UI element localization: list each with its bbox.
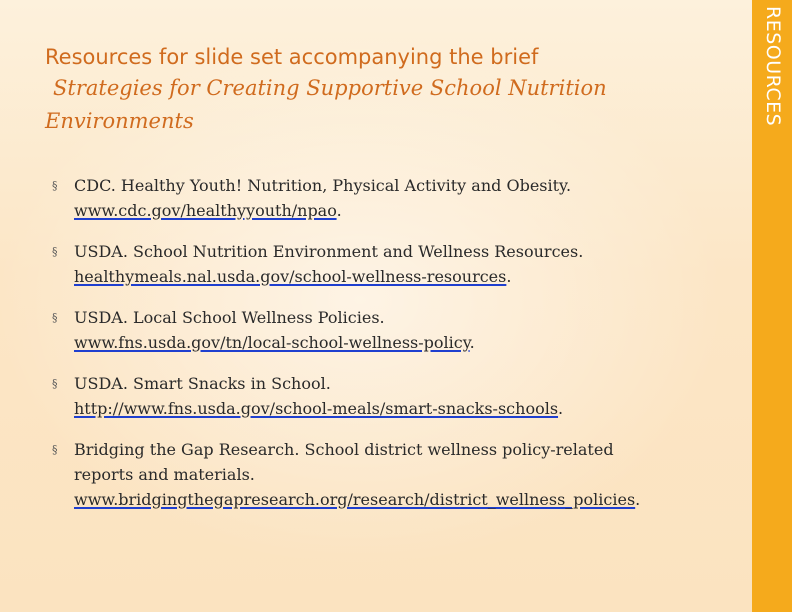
resource-description: USDA. School Nutrition Environment and Wellness Resources. bbox=[74, 242, 584, 261]
resource-item bbox=[50, 305, 730, 355]
resource-link-line bbox=[74, 396, 730, 421]
resource-link-line bbox=[74, 198, 730, 223]
bullet-icon: § bbox=[52, 245, 58, 258]
resource-link-line bbox=[74, 487, 730, 512]
resource-item bbox=[50, 239, 730, 289]
resource-description: USDA. Smart Snacks in School. bbox=[74, 374, 331, 393]
resource-description: CDC. Healthy Youth! Nutrition, Physical Activity and Obesity. bbox=[74, 176, 572, 195]
bullet-icon: § bbox=[52, 377, 58, 390]
resource-list bbox=[50, 173, 730, 528]
resource-link[interactable]: www.bridgingthegapresearch.org/research/district_wellness_policies bbox=[74, 490, 636, 509]
bullet-icon: § bbox=[52, 311, 58, 324]
link-trailing-period: . bbox=[469, 333, 475, 352]
slide-title bbox=[45, 42, 725, 138]
bullet-icon: § bbox=[52, 179, 58, 192]
brief-title-line-1: Strategies for Creating Supportive School Nutrition bbox=[53, 76, 607, 100]
resource-link[interactable]: www.fns.usda.gov/tn/local-school-wellness-policy bbox=[74, 333, 470, 352]
link-trailing-period: . bbox=[506, 267, 512, 286]
resource-item bbox=[50, 173, 730, 223]
title-main: Resources for slide set accompanying the brief bbox=[45, 45, 539, 69]
resource-description-cont: reports and materials. bbox=[74, 465, 255, 484]
resource-description: Bridging the Gap Research. School district wellness policy-related bbox=[74, 440, 614, 459]
link-trailing-period: . bbox=[635, 490, 641, 509]
resource-item bbox=[50, 371, 730, 421]
link-trailing-period: . bbox=[558, 399, 564, 418]
resource-link[interactable]: http://www.fns.usda.gov/school-meals/smart-snacks-schools bbox=[74, 399, 559, 418]
resource-link-line bbox=[74, 330, 730, 355]
resource-item bbox=[50, 437, 730, 512]
link-trailing-period: . bbox=[336, 201, 342, 220]
resource-link[interactable]: healthymeals.nal.usda.gov/school-wellness-resources bbox=[74, 267, 507, 286]
brief-title-line-2: Environments bbox=[45, 109, 194, 133]
brief-title bbox=[45, 72, 725, 138]
resource-link[interactable]: www.cdc.gov/healthyyouth/npao bbox=[74, 201, 337, 220]
resource-description: USDA. Local School Wellness Policies. bbox=[74, 308, 385, 327]
section-label: RESOURCES bbox=[762, 6, 784, 127]
section-sidebar bbox=[752, 0, 792, 612]
bullet-icon: § bbox=[52, 443, 58, 456]
resource-link-line bbox=[74, 264, 730, 289]
